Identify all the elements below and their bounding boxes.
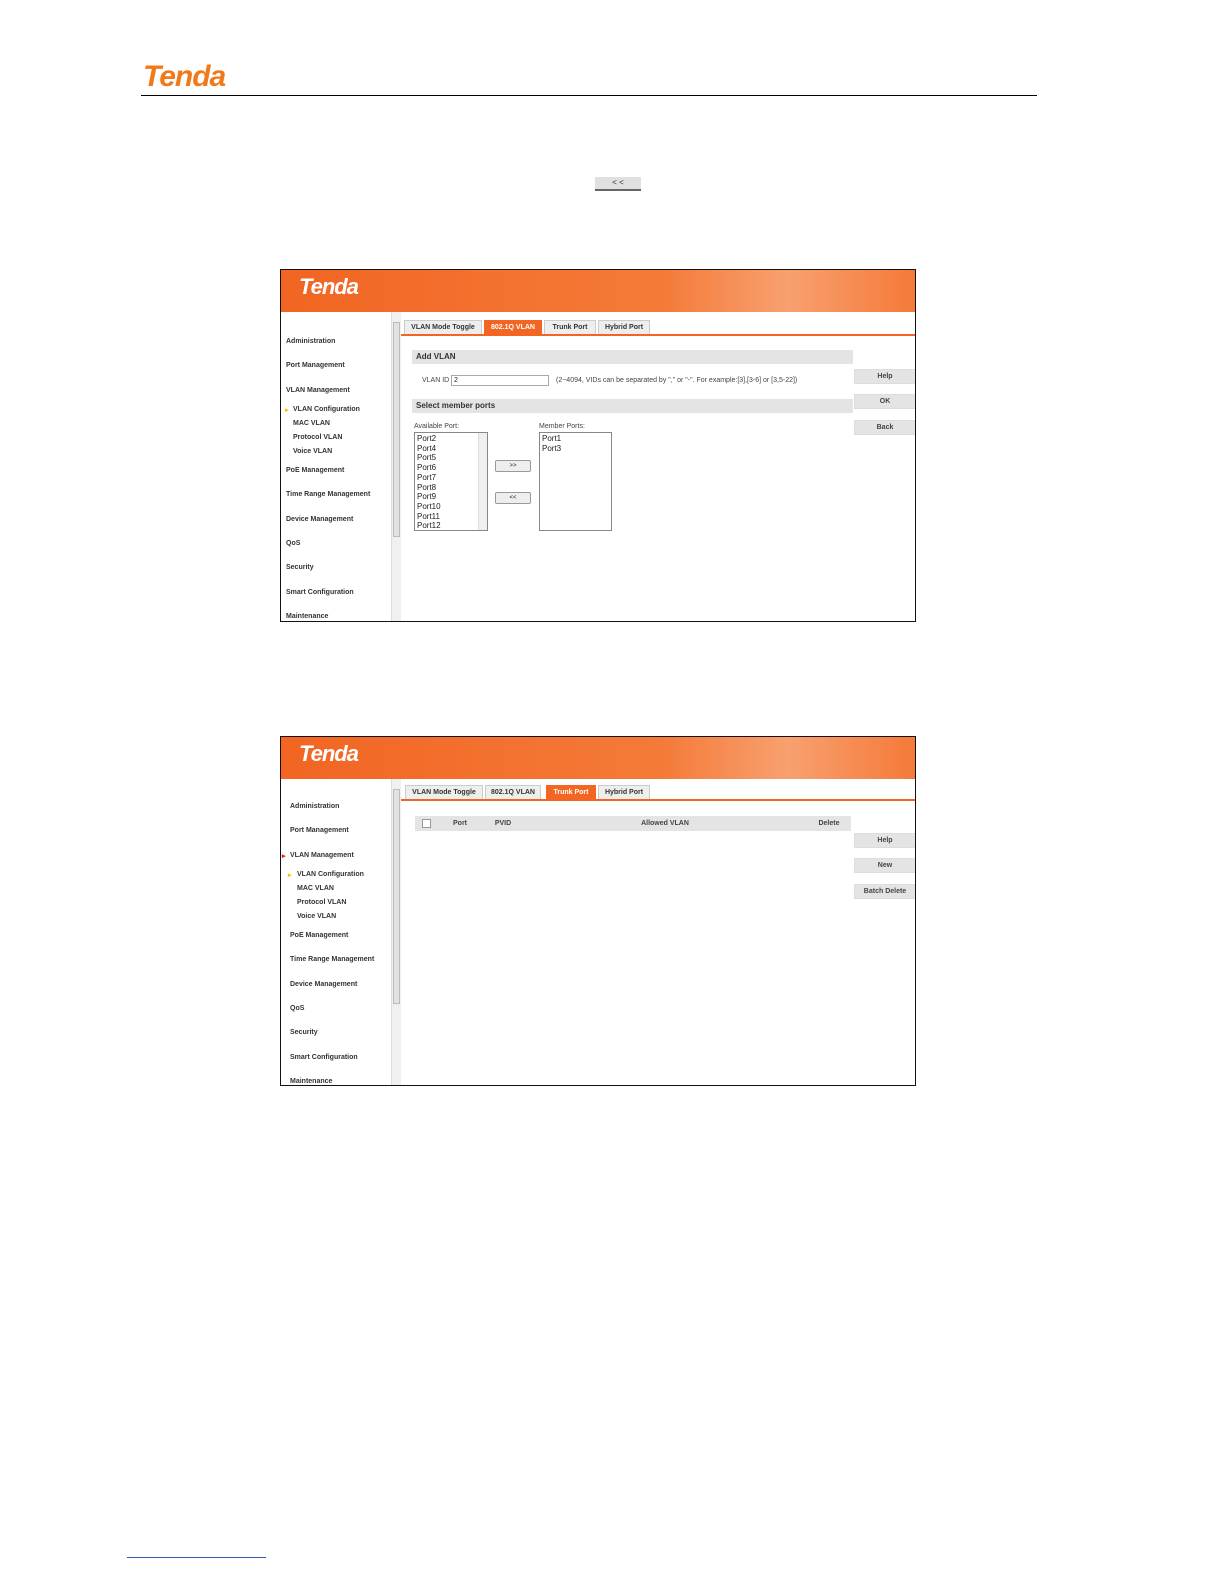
list-item[interactable]: Port11 (417, 511, 440, 521)
arrow-icon: ▸ (285, 407, 289, 414)
sidebar-item-port-management[interactable]: Port Management (286, 362, 345, 369)
list-item[interactable]: Port6 (417, 463, 437, 473)
sidebar-item-poe-management[interactable]: PoE Management (286, 467, 345, 474)
remove-button-illustration: < < (595, 177, 641, 191)
sidebar-item-administration[interactable]: Administration (286, 338, 336, 345)
sidebar-item-qos[interactable]: QoS (286, 540, 301, 547)
screenshot-802-1q-vlan (280, 269, 916, 622)
sidebar-item-maintenance[interactable]: Maintenance (286, 613, 329, 620)
sidebar-item-voice-vlan[interactable]: Voice VLAN (297, 913, 337, 920)
sidebar-item-qos[interactable]: QoS (290, 1005, 305, 1012)
tab-vlan-mode-toggle[interactable]: VLAN Mode Toggle (405, 785, 483, 799)
member-ports-label: Member Ports: (539, 423, 585, 430)
new-button[interactable]: New (854, 858, 916, 873)
sidebar-item-device-management[interactable]: Device Management (286, 516, 354, 523)
sidebar-item-mac-vlan[interactable]: MAC VLAN (297, 885, 334, 892)
sidebar-item-smart-configuration[interactable]: Smart Configuration (290, 1054, 358, 1061)
add-port-button[interactable]: >> (495, 460, 531, 472)
help-button[interactable]: Help (854, 833, 916, 848)
tab-hybrid-port[interactable]: Hybrid Port (598, 320, 650, 334)
sidebar-item-administration[interactable]: Administration (290, 803, 340, 810)
sidebar-item-device-management[interactable]: Device Management (290, 981, 358, 988)
help-button[interactable]: Help (854, 369, 916, 384)
tab-bar (401, 320, 915, 336)
banner (281, 737, 915, 779)
available-port-list[interactable] (414, 432, 488, 531)
list-item[interactable]: Port1 (542, 434, 562, 443)
arrow-icon: ▸ (288, 872, 292, 879)
banner (281, 270, 915, 312)
vlan-id-label: VLAN ID (422, 377, 450, 384)
vlan-id-input[interactable]: 2 (451, 375, 549, 386)
sidebar-scrollbar[interactable] (391, 312, 401, 621)
list-item[interactable]: Port5 (417, 453, 437, 463)
list-item[interactable]: Port7 (417, 472, 437, 482)
sidebar-item-vlan-management[interactable]: VLAN Management (290, 852, 354, 859)
sidebar (281, 779, 391, 1085)
list-item[interactable]: Port4 (417, 443, 437, 453)
tab-hybrid-port[interactable]: Hybrid Port (598, 785, 650, 799)
column-allowed-vlan: Allowed VLAN (641, 820, 689, 827)
sidebar-item-vlan-management[interactable]: VLAN Management (286, 387, 350, 394)
footnote-rule (127, 1557, 266, 1558)
sidebar-item-time-range[interactable]: Time Range Management (290, 956, 375, 963)
select-member-ports-heading: Select member ports (412, 399, 853, 413)
sidebar-item-security[interactable]: Security (290, 1029, 318, 1036)
arrow-icon: ▸ (282, 853, 286, 860)
column-port: Port (453, 820, 467, 827)
tab-trunk-port[interactable]: Trunk Port (544, 320, 596, 334)
banner-logo: Tenda (299, 741, 358, 766)
batch-delete-button[interactable]: Batch Delete (854, 884, 916, 899)
vlan-id-hint: (2~4094, VIDs can be separated by "," or "-". For example:[3],[3-6] or [3,5-22]) (556, 377, 798, 384)
column-delete: Delete (818, 820, 840, 827)
member-ports-list[interactable] (539, 432, 612, 531)
screenshot-trunk-port (280, 736, 916, 1086)
list-item[interactable]: Port9 (417, 492, 437, 502)
select-all-checkbox[interactable] (422, 819, 431, 828)
available-port-label: Available Port: (414, 423, 460, 430)
list-scrollbar[interactable] (478, 433, 487, 530)
tab-vlan-mode-toggle[interactable]: VLAN Mode Toggle (404, 320, 482, 334)
tab-802-1q-vlan[interactable]: 802.1Q VLAN (485, 785, 541, 799)
list-item[interactable]: Port8 (417, 482, 437, 492)
list-item[interactable]: Port10 (417, 501, 441, 511)
sidebar (281, 312, 391, 621)
list-item[interactable]: Port2 (417, 434, 437, 443)
trunk-table-header (415, 816, 851, 831)
sidebar-item-protocol-vlan[interactable]: Protocol VLAN (293, 434, 343, 441)
banner-logo: Tenda (299, 274, 358, 299)
scrollbar-thumb[interactable] (393, 322, 400, 537)
add-vlan-heading: Add VLAN (412, 350, 853, 364)
sidebar-item-port-management[interactable]: Port Management (290, 827, 349, 834)
tab-trunk-port[interactable]: Trunk Port (546, 785, 596, 799)
sidebar-item-vlan-configuration[interactable]: VLAN Configuration (293, 406, 360, 413)
ok-button[interactable]: OK (854, 394, 916, 409)
tab-802-1q-vlan[interactable]: 802.1Q VLAN (484, 320, 542, 334)
sidebar-item-mac-vlan[interactable]: MAC VLAN (293, 420, 330, 427)
sidebar-item-protocol-vlan[interactable]: Protocol VLAN (297, 899, 347, 906)
sidebar-item-maintenance[interactable]: Maintenance (290, 1078, 333, 1085)
column-pvid: PVID (494, 820, 512, 827)
sidebar-item-time-range[interactable]: Time Range Management (286, 491, 371, 498)
sidebar-item-poe-management[interactable]: PoE Management (290, 932, 349, 939)
remove-port-button[interactable]: << (495, 492, 531, 504)
sidebar-item-smart-configuration[interactable]: Smart Configuration (286, 589, 354, 596)
sidebar-item-vlan-configuration[interactable]: VLAN Configuration (297, 871, 364, 878)
back-button[interactable]: Back (854, 420, 916, 435)
sidebar-scrollbar[interactable] (391, 779, 401, 1085)
sidebar-item-voice-vlan[interactable]: Voice VLAN (293, 448, 333, 455)
tenda-logo: Tenda (143, 60, 226, 93)
header-rule (141, 95, 1037, 96)
list-item[interactable]: Port3 (542, 443, 562, 453)
sidebar-item-security[interactable]: Security (286, 564, 314, 571)
list-item[interactable]: Port12 (417, 521, 441, 531)
scrollbar-thumb[interactable] (393, 789, 400, 1004)
tab-bar (401, 785, 915, 801)
